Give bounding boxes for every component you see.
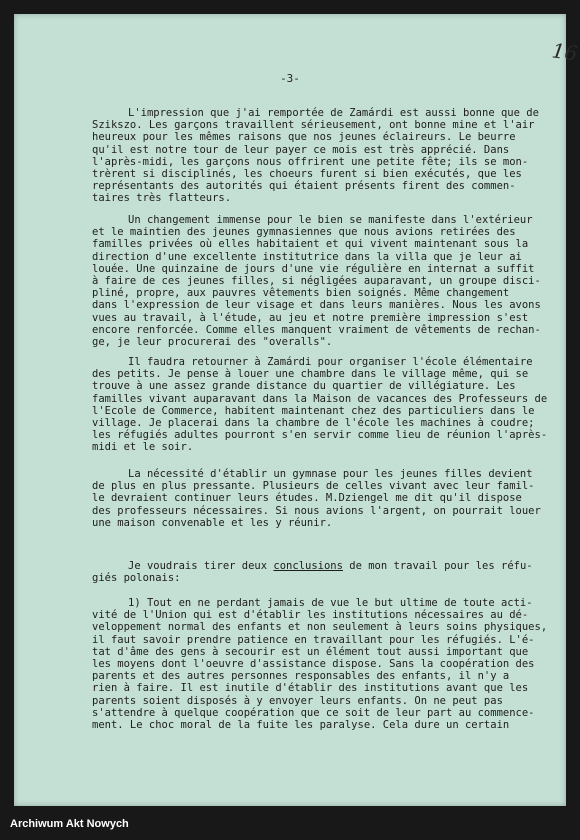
text-line: une maison convenable et les y réunir. xyxy=(92,516,333,529)
page-number: -3- xyxy=(280,72,300,85)
text-line: ment. Le choc moral de la fuite les paralyse. Cela dure un certain xyxy=(92,719,510,732)
conclusions-underlined: conclusions xyxy=(273,560,343,572)
paragraph-elementary-school xyxy=(92,356,560,454)
text-line: tat d'âme des gens à secourir est un élément tout aussi important que xyxy=(92,645,529,658)
text-line: L'impression que j'ai remportée de Zamárdi est aussi bonne que de xyxy=(128,107,539,119)
paragraph-conclusions-intro xyxy=(92,560,560,584)
text-line: les moyens dont l'oeuvre d'assistance dispose. Sans la coopération des xyxy=(92,658,535,671)
text-line: taires très flatteurs. xyxy=(92,192,232,205)
text-line: Il faudra retourner à Zamárdi pour organiser l'école élémentaire xyxy=(128,356,533,368)
text-line: des professeurs nécessaires. Si nous avions l'argent, on pourrait louer xyxy=(92,504,541,517)
text-line: parents et des autres personnes responsables des enfants, il n'y a xyxy=(92,670,510,683)
text-line xyxy=(92,560,560,572)
text-line: direction d'une excellente institutrice dans la villa que je leur ai xyxy=(92,250,522,263)
text-line: louée. Une quinzaine de jours d'une vie régulière en internat a suffit xyxy=(92,262,535,275)
text-line: giés polonais: xyxy=(92,572,181,585)
conclusions-before: Je voudrais tirer deux xyxy=(128,560,274,572)
text-line: rien à faire. Il est inutile d'établir des institutions avant que les xyxy=(92,682,529,695)
text-line: qu'il est notre tour de leur payer ce mois est très apprécié. Dans xyxy=(92,143,510,156)
text-line: l'Ecole de Commerce, habitent maintenant chez des particuliers dans le xyxy=(92,404,535,417)
text-line: vues au travail, à l'étude, au jeu et notre première impression s'est xyxy=(92,311,529,324)
text-line: pliné, propre, aux pauvres vêtements bien soignés. Même changement xyxy=(92,287,510,300)
conclusions-after: de mon travail pour les réfu- xyxy=(342,560,533,572)
text-line: familles privées où elles habitaient et qui vivent maintenant sous la xyxy=(92,238,529,251)
text-line: vité de l'Union qui est d'établir les institutions nécessaires au dé- xyxy=(92,609,529,622)
text-line: des petits. Je pense à louer une chambre dans le village même, qui se xyxy=(92,368,529,381)
handwritten-annotation: 16 xyxy=(550,38,579,66)
text-line: Szikszo. Les garçons travaillent sérieusement, ont bonne mine et l'air xyxy=(92,119,535,132)
text-line: heureux pour les mêmes raisons que nos jeunes éclaireurs. Le beurre xyxy=(92,131,516,144)
paragraph-conclusion-one xyxy=(92,597,560,731)
text-line: village. Je placerai dans la chambre de l'école les machines à coudre; xyxy=(92,417,535,430)
text-line: 1) Tout en ne perdant jamais de vue le but ultime de toute acti- xyxy=(128,597,533,609)
text-line: La nécessité d'établir un gymnase pour les jeunes filles devient xyxy=(128,468,533,480)
text-line: l'après-midi, les garçons nous offrirent une petite fête; ils se mon- xyxy=(92,155,529,168)
text-line: le devraient continuer leurs études. M.Dziengel me dit qu'il dispose xyxy=(92,492,522,505)
text-line: de plus en plus pressante. Plusieurs de celles vivant avec leur famil- xyxy=(92,480,535,493)
text-line: midi et le soir. xyxy=(92,441,194,454)
text-line: s'attendre à quelque coopération que ce soit de leur part au commence- xyxy=(92,706,535,719)
text-line: les réfugiés adultes pourront s'en servir comme lieu de réunion l'après- xyxy=(92,429,548,442)
paragraph-gymnasiennes-change xyxy=(92,214,560,348)
text-line: il faut savoir prendre patience en travaillant pour les réfugiés. L'é- xyxy=(92,633,535,646)
text-line: ge, je leur procurerai des "overalls". xyxy=(92,336,333,349)
text-line: trouve à une assez grande distance du quartier de villégiature. Les xyxy=(92,380,516,393)
text-line: et le maintien des jeunes gymnasiennes que nous avions retirées des xyxy=(92,226,516,239)
text-line: familles vivant auparavant dans la Maison de vacances des Professeurs de xyxy=(92,392,548,405)
text-line: représentants des autorités qui étaient présents firent des commen- xyxy=(92,180,516,193)
text-line: veloppement normal des enfants et non seulement à leurs soins physiques, xyxy=(92,621,548,634)
text-line: dans l'expression de leur visage et dans leurs manières. Nous les avons xyxy=(92,299,541,312)
paragraph-gymnase-necessity xyxy=(92,468,560,529)
paragraph-zamardi-impression xyxy=(92,107,560,205)
text-line: encore renforcée. Comme elles manquent vraiment de vêtements de rechan- xyxy=(92,323,541,336)
archive-watermark: Archiwum Akt Nowych xyxy=(10,818,129,830)
document-page xyxy=(14,14,579,806)
text-line: Un changement immense pour le bien se manifeste dans l'extérieur xyxy=(128,214,533,226)
text-line: trèrent si disciplinés, les choeurs furent si bien exécutés, que les xyxy=(92,168,522,181)
text-line: parents soient disposés à y envoyer leurs enfants. On ne peut pas xyxy=(92,694,503,707)
text-line: à faire de ces jeunes filles, si négligées auparavant, un groupe disci- xyxy=(92,275,541,288)
